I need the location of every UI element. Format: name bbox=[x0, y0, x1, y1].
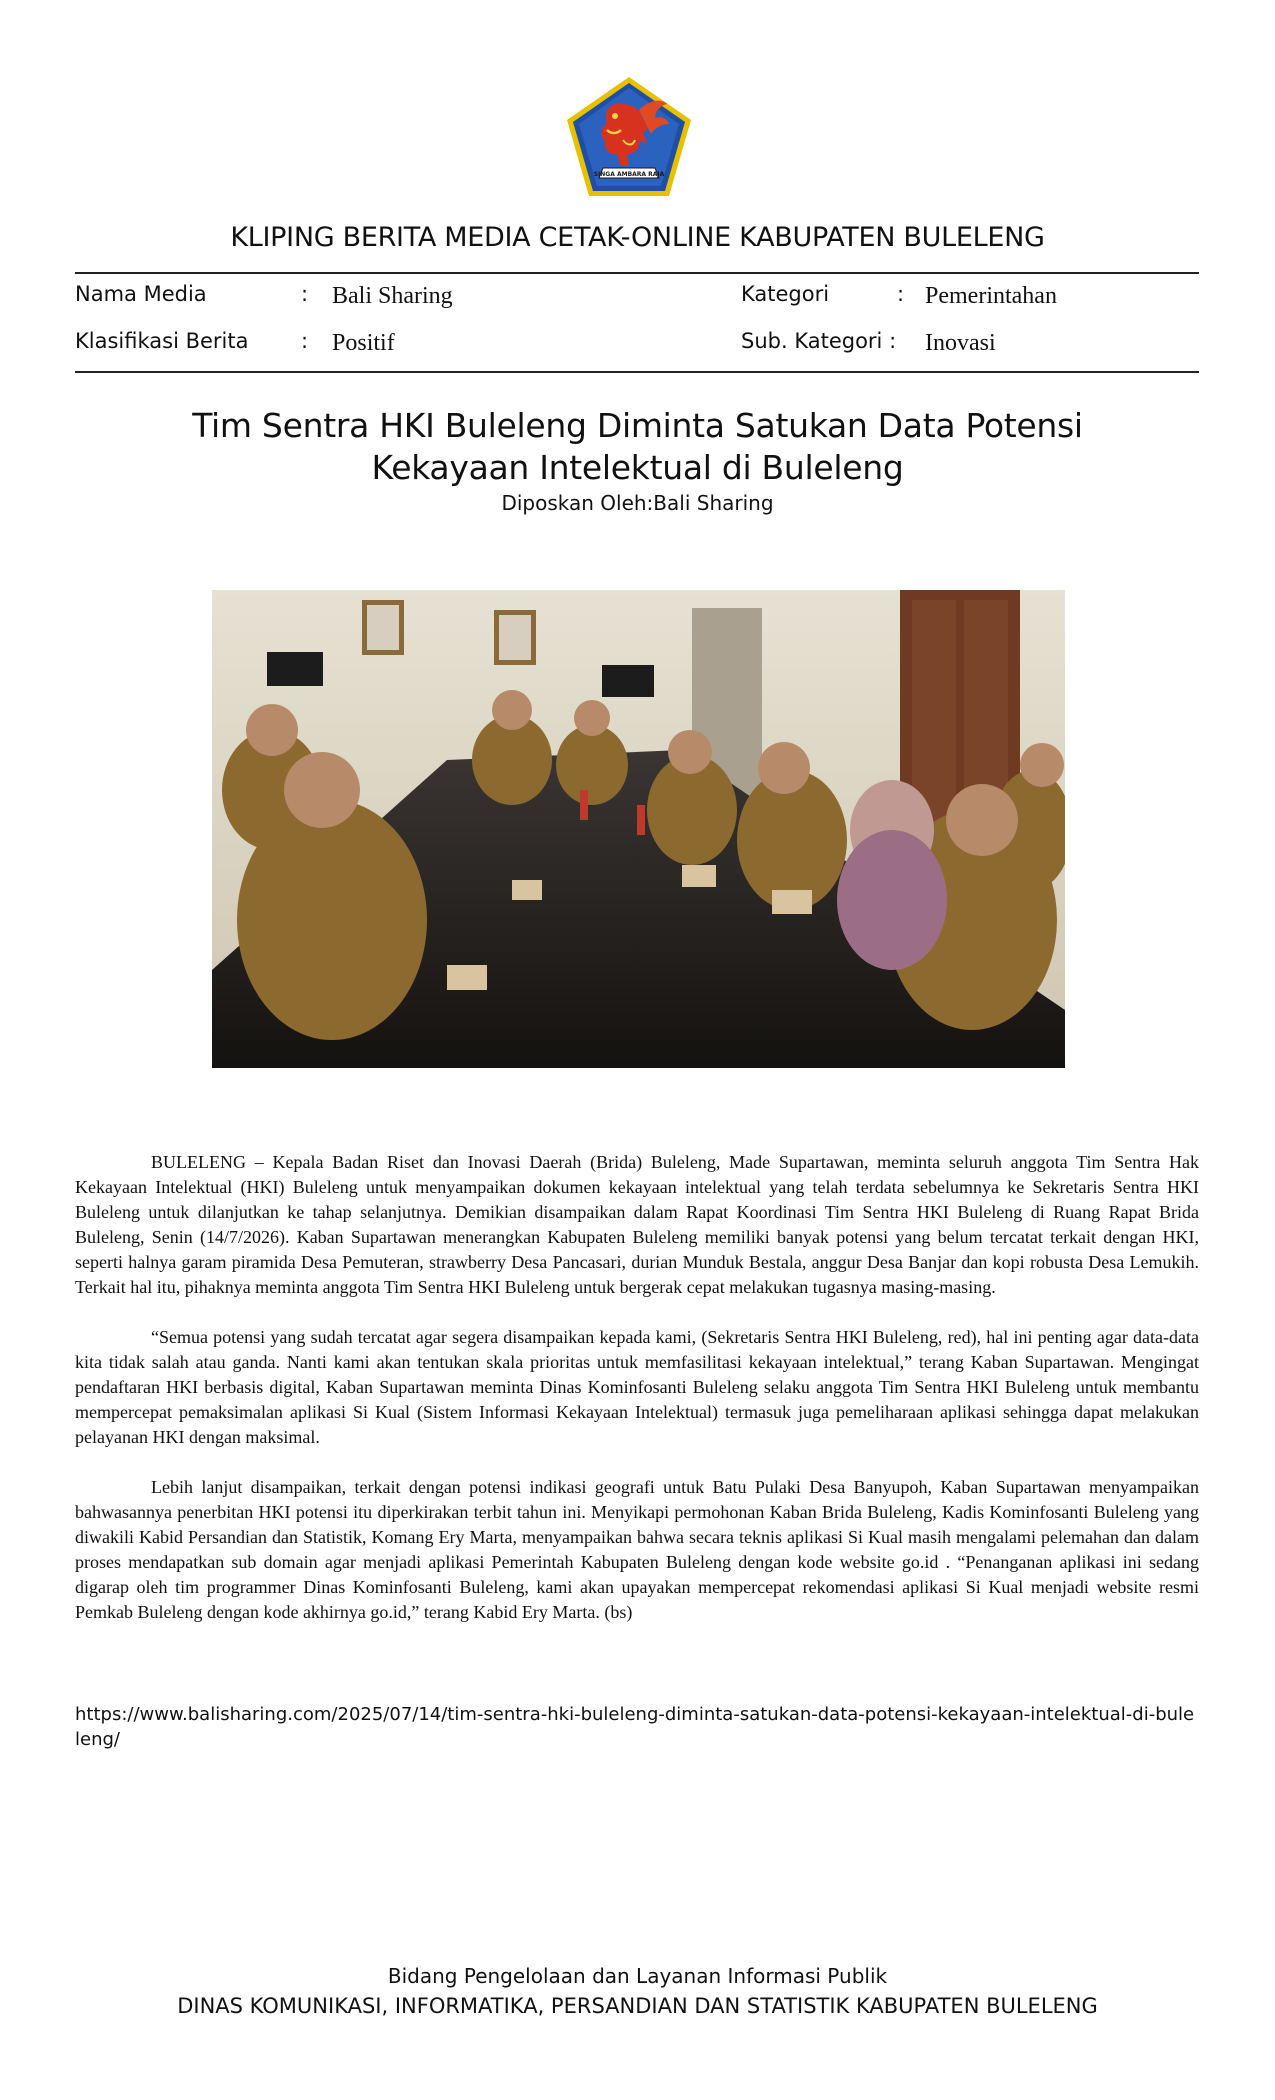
subcategory-value: Inovasi bbox=[925, 330, 996, 356]
article-paragraph: “Semua potensi yang sudah tercatat agar segera disampaikan kepada kami, (Sekretaris Sentra HKI Buleleng, red), hal ini penting agar data-data kita tidak salah atau ganda. Nanti kami akan tentukan skala prioritas untuk memfasilitasi kekayaan intelektual,” terang Kaban Supartawan. Mengingat pendaftaran HKI berbasis digital, Kaban Supartawan meminta Dinas Kominfosanti Buleleng selaku anggota Tim Sentra HKI Buleleng untuk membantu mempercepat pemaksimalan aplikasi Si Kual (Sistem Informasi Kekayaan Intelektual) termasuk juga pemeliharaan aplikasi sehingga dapat melakukan pelayanan HKI dengan maksimal. bbox=[75, 1327, 1199, 1447]
category-label: Kategori bbox=[741, 282, 830, 306]
meeting-photo-image bbox=[212, 590, 1065, 1068]
source-url-link[interactable]: https://www.balisharing.com/2025/07/14/tim-sentra-hki-buleleng-diminta-satukan-data-potensi-kekayaan-intelektual-di-buleleng/ bbox=[75, 1704, 1195, 1750]
classification-value: Positif bbox=[332, 330, 395, 356]
buleleng-crest-icon bbox=[563, 74, 695, 200]
media-name-label: Nama Media bbox=[75, 282, 207, 306]
article-title-line-2: Kekayaan Intelektual di Buleleng bbox=[371, 448, 904, 487]
article-title-line-1: Tim Sentra HKI Buleleng Diminta Satukan Data Potensi bbox=[192, 406, 1083, 445]
article-paragraph: Lebih lanjut disampaikan, terkait dengan potensi indikasi geografi untuk Batu Pulaki Desa Banyupoh, Kaban Supartawan menyampaikan bahwasannya penerbitan HKI potensi itu diperkirakan terbit tahun ini. Menyikapi permohonan Kaban Brida Buleleng, Kadis Kominfosanti Buleleng yang diwakili Kabid Persandian dan Statistik, Komang Ery Marta, menyampaikan bahwa secara teknis aplikasi Si Kual masih mengalami pelemahan dan dalam proses mendapatkan sub domain agar menjadi aplikasi Pemerintah Kabupaten Buleleng dengan kode website go.id . “Penanganan aplikasi ini sedang digarap oleh tim programmer Dinas Kominfosanti Buleleng, kami akan upayakan mempercepat rekomendasi aplikasi Si Kual menjadi website resmi Pemkab Buleleng dengan kode akhirnya go.id,” terang Kabid Ery Marta. (bs) bbox=[75, 1477, 1199, 1622]
footer-agency: DINAS KOMUNIKASI, INFORMATIKA, PERSANDIAN DAN STATISTIK KABUPATEN BULELENG bbox=[177, 1994, 1098, 2018]
article-title bbox=[0, 405, 1275, 489]
header-top-rule bbox=[75, 272, 1199, 274]
classification-colon: : bbox=[301, 329, 309, 353]
article-byline: Diposkan Oleh:Bali Sharing bbox=[501, 491, 774, 515]
footer-department: Bidang Pengelolaan dan Layanan Informasi Publik bbox=[387, 1964, 888, 1988]
meeting-room-photo bbox=[212, 590, 1065, 1068]
media-name-value: Bali Sharing bbox=[332, 283, 453, 309]
article-body bbox=[75, 1150, 1199, 1650]
media-name-colon: : bbox=[301, 282, 309, 306]
category-colon: : bbox=[897, 282, 905, 306]
category-value: Pemerintahan bbox=[925, 283, 1057, 309]
logo-motto: SINGA AMBARA RAJA bbox=[593, 171, 665, 178]
classification-label: Klasifikasi Berita bbox=[75, 329, 249, 353]
article-paragraph: BULELENG – Kepala Badan Riset dan Inovasi Daerah (Brida) Buleleng, Made Supartawan, meminta seluruh anggota Tim Sentra Hak Kekayaan Intelektual (HKI) Buleleng untuk menyampaikan dokumen kekayaan intelektual yang telah terdata sebelumnya ke Sekretaris Sentra HKI Buleleng untuk dilanjutkan ke tahap selanjutnya. Demikian disampaikan dalam Rapat Koordinasi Tim Sentra HKI Buleleng di Ruang Rapat Brida Buleleng, Senin (14/7/2026). Kaban Supartawan menerangkan Kabupaten Buleleng memiliki banyak potensi yang belum tercatat terkait dengan HKI, seperti halnya garam piramida Desa Pemuteran, strawberry Desa Pancasari, durian Munduk Bestala, anggur Desa Banjar dan kopi robusta Desa Lemukih. Terkait hal itu, pihaknya meminta anggota Tim Sentra HKI Buleleng untuk bergerak cepat melakukan tugasnya masing-masing. bbox=[75, 1152, 1199, 1297]
header-bottom-rule bbox=[75, 371, 1199, 373]
buleleng-crest-logo bbox=[563, 74, 695, 200]
document-header-title: KLIPING BERITA MEDIA CETAK-ONLINE KABUPATEN BULELENG bbox=[230, 222, 1045, 253]
subcategory-label: Sub. Kategori : bbox=[741, 329, 897, 353]
